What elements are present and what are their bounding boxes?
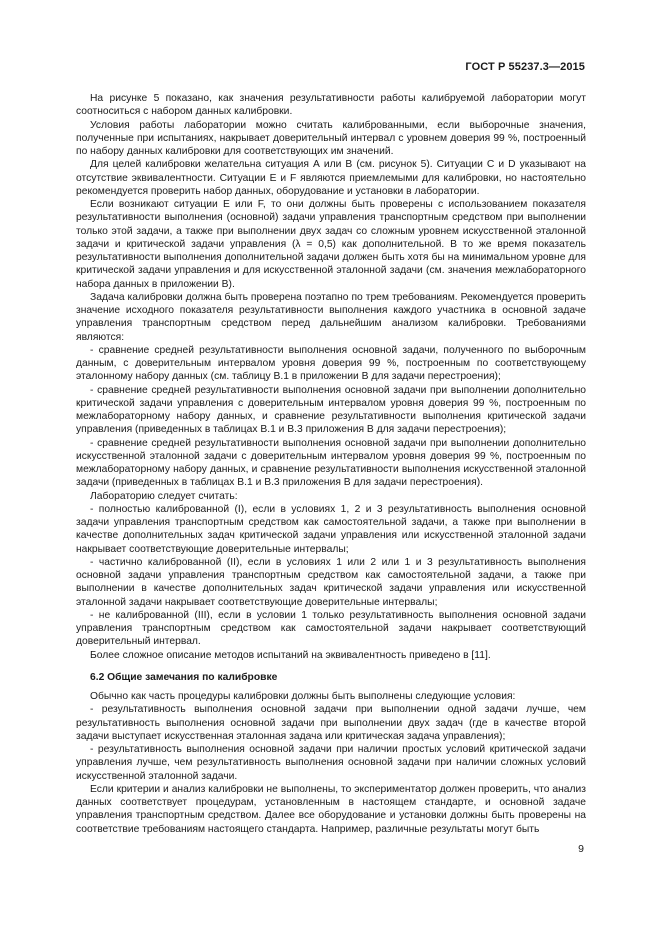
section-heading: 6.2 Общие замечания по калибровке — [90, 671, 278, 683]
page-number: 9 — [578, 843, 584, 855]
list-item: - не калиброванной (III), если в условии 1 только результативность выполнения основной задачи управления транспортным средством как самостоятельной задачи накрывает соответствующий доверительный интервал. — [76, 609, 586, 648]
paragraph: Задача калибровки должна быть проверена поэтапно по трем требованиям. Рекомендуется проверить значение исходного показателя результативности выполнения каждого участника в основной задаче управления транспортным средством перед дальнейшим анализом калибровки. Требованиями являются: — [76, 291, 586, 343]
paragraph: Лабораторию следует считать: — [90, 490, 238, 502]
page-body — [76, 92, 586, 836]
list-item: - частично калиброванной (II), если в условиях 1 или 2 или 1 и 3 результативность выполнения основной задачи управления транспортным средством как самостоятельной задачи, а также при выполнении в качестве дополнительных задач критической задачи управления или искусственной эталонной задачи накрывает соответствующие доверительные интервалы; — [76, 556, 586, 608]
list-item: - результативность выполнения основной задачи при выполнении одной задачи лучше, чем результативность выполнения основной задачи при выполнении двух задач (где в качестве второй задачи выступает искусственная эталонная задача или критическая задача управления); — [76, 704, 586, 742]
list-item: - сравнение средней результативности выполнения основной задачи, полученного по выборочным данным, с доверительным интервалом уровня доверия 99 %, построенным по соответствующему эталонному набору данных (см. таблицу В.1 в приложении В для задачи перестроения); — [76, 344, 586, 383]
paragraph: Условия работы лаборатории можно считать калиброванными, если выборочные значения, полученные при испытаниях, накрывает доверительный интервал с уровнем доверия 99 %, построенный по набору данных калибровки для соответствующих им значений. — [76, 119, 586, 157]
paragraph: Если критерии и анализ калибровки не выполнены, то экспериментатор должен проверить, что анализ данных соответствует процедурам, установленным в настоящем стандарте, и основной задаче управления транспортным средством. Далее все оборудование и установки должны быть проверены на соответствие требованиям настоящего стандарта. Например, различные результаты могут быть — [76, 783, 586, 835]
paragraph: Обычно как часть процедуры калибровки должны быть выполнены следующие условия: — [90, 691, 516, 702]
list-item: - сравнение средней результативности выполнения основной задачи при выполнении дополнительно критической задачи управления с доверительным интервалом уровня доверия 99 %, построенным по межлабораторному набору данных, и сравнение результативности выполнения критической задачи управления (приведенных в таблицах В.1 и В.3 приложения В для задачи перестроения); — [76, 384, 586, 436]
list-item: - результативность выполнения основной задачи при наличии простых условий критической задачи управления лучше, чем результативность выполнения основной задачи при наличии сложных условий искусственной эталонной задачи. — [76, 744, 586, 782]
list-item: - сравнение средней результативности выполнения основной задачи при выполнении дополнительно искусственной эталонной задачи с доверительным интервалом уровня доверия 99 %, построенным по межлабораторному набору данных, и сравнение результативности выполнения искусственной эталонной задачи (приведенных в таблицах В.1 и В.3 приложения В для задачи перестроения). — [76, 437, 586, 489]
paragraph: На рисунке 5 показано, как значения результативности работы калибруемой лаборатории могут соотноситься с набором данных калибровки. — [76, 93, 586, 118]
list-item: - полностью калиброванной (I), если в условиях 1, 2 и 3 результативность выполнения основной задачи управления транспортным средством как самостоятельной задачи, а также при выполнении в качестве дополнительных задач критической задачи управления или искусственной эталонной задачи накрывает соответствующие доверительные интервалы; — [76, 503, 586, 555]
paragraph: Для целей калибровки желательна ситуация А или В (см. рисунок 5). Ситуации С и D указывают на отсутствие эквивалентности. Ситуации Е и F являются приемлемыми для калибровки, но настоятельно рекомендуется проверить набор данных, оборудование и установки в лаборатории. — [76, 159, 586, 197]
standard-designation: ГОСТ Р 55237.3—2015 — [465, 61, 585, 73]
paragraph: Если возникают ситуации Е или F, то они должны быть проверены с использованием показателя результативности выполнения (основной) задачи управления транспортным средством при выполнении только этой задачи, а также при выполнении двух задач со сложным уровнем искусственной эталонной задачи и критической задачи управления (λ = 0,5) как дополнительной. В то же время показатель результативности выполнения дополнительной задачи должен быть хотя бы на минимальном уровне для критической задачи управления и для искусственной эталонной задачи (см. значения межлабораторного набора данных в приложении В). — [76, 199, 586, 290]
paragraph: Более сложное описание методов испытаний на эквивалентность приведено в [11]. — [90, 649, 491, 661]
